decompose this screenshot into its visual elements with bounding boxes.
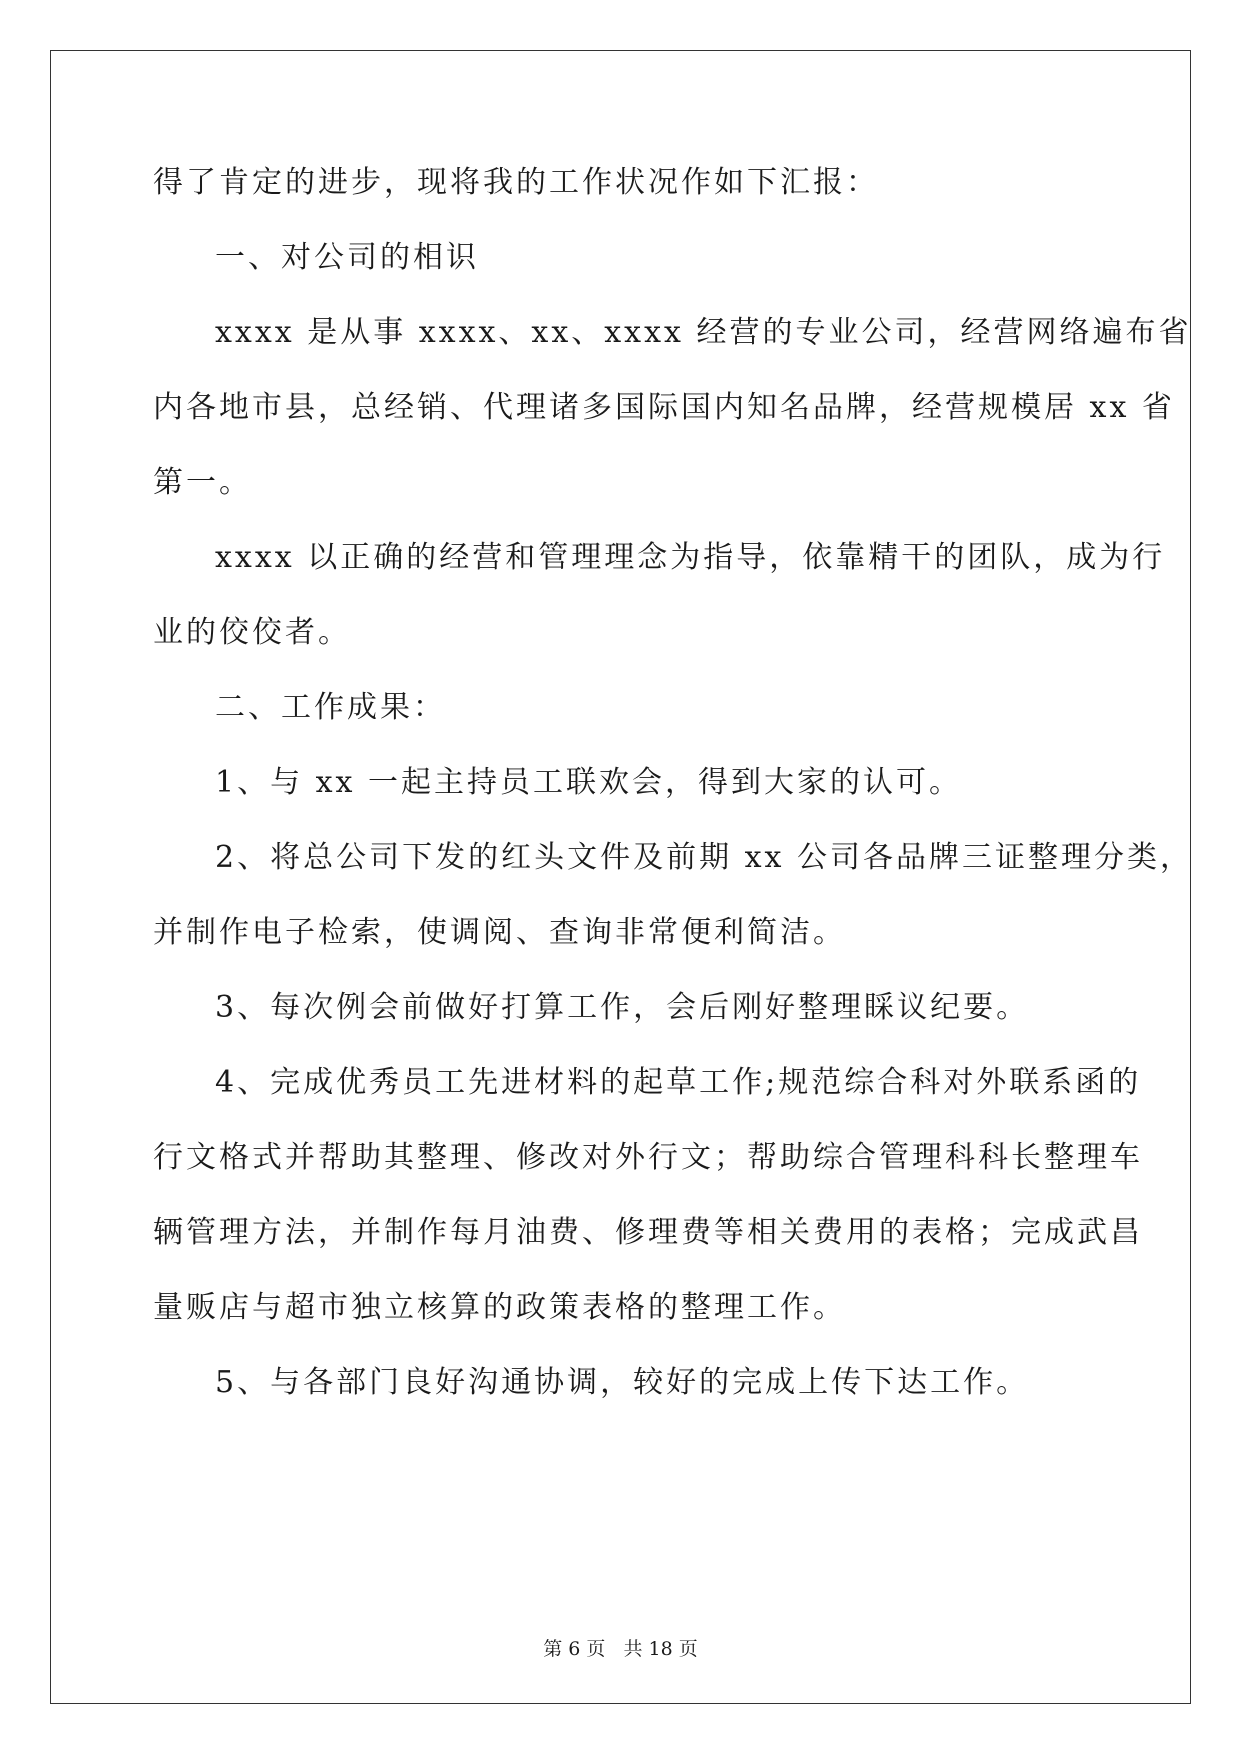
section-heading: 一、对公司的相识 (215, 240, 479, 275)
body-line: xxxx 以正确的经营和管理理念为指导，依靠精干的团队，成为行 (215, 540, 1166, 575)
body-line: 得了肯定的进步，现将我的工作状况作如下汇报： (153, 165, 879, 200)
body-line: 第一。 (153, 465, 252, 500)
section-heading: 二、工作成果： (215, 690, 446, 725)
list-item: 1、与 xx 一起主持员工联欢会，得到大家的认可。 (215, 765, 962, 800)
body-line: 并制作电子检索，使调阅、查询非常便利简洁。 (153, 915, 846, 950)
page-number-total: 共 18 页 (623, 1638, 698, 1660)
list-item: 2、将总公司下发的红头文件及前期 xx 公司各品牌三证整理分类， (215, 840, 1193, 875)
body-line: xxxx 是从事 xxxx、xx、xxxx 经营的专业公司，经营网络遍布省 (215, 315, 1192, 350)
body-line: 辆管理方法，并制作每月油费、修理费等相关费用的表格；完成武昌 (153, 1215, 1143, 1250)
list-item: 4、完成优秀员工先进材料的起草工作;规范综合科对外联系函的 (215, 1065, 1142, 1100)
body-line: 业的佼佼者。 (153, 615, 351, 650)
page-number-current: 第 6 页 (543, 1638, 606, 1660)
list-item: 3、每次例会前做好打算工作，会后刚好整理睬议纪要。 (215, 990, 1030, 1025)
page-footer (0, 1637, 1241, 1661)
body-line: 量贩店与超市独立核算的政策表格的整理工作。 (153, 1290, 846, 1325)
list-item: 5、与各部门良好沟通协调，较好的完成上传下达工作。 (215, 1365, 1030, 1400)
body-line: 行文格式并帮助其整理、修改对外行文；帮助综合管理科科长整理车 (153, 1140, 1143, 1175)
body-line: 内各地市县，总经销、代理诸多国际国内知名品牌，经营规模居 xx 省 (153, 390, 1175, 425)
